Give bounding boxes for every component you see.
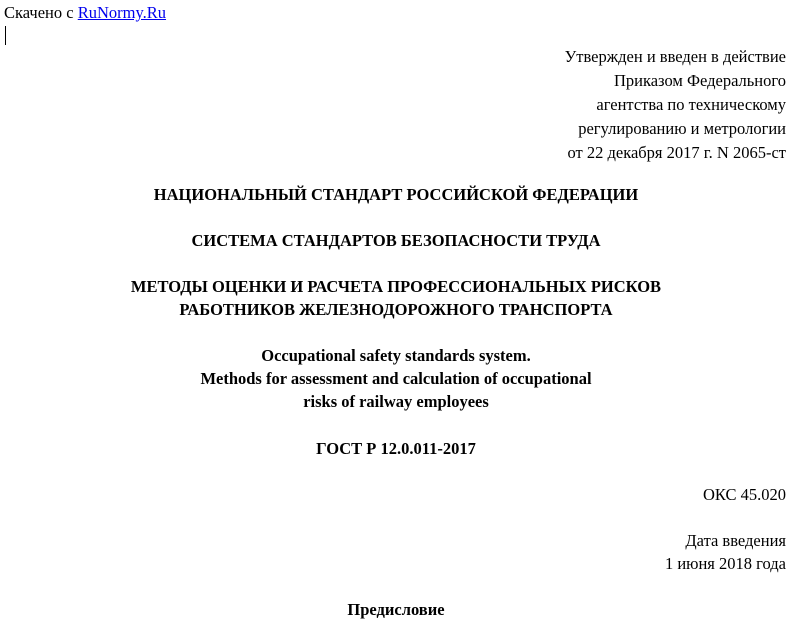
approval-line: Утвержден и введен в действие bbox=[564, 47, 786, 66]
approval-block bbox=[565, 45, 786, 165]
english-title-line: risks of railway employees bbox=[303, 392, 489, 411]
source-line bbox=[4, 1, 166, 24]
methods-title bbox=[0, 275, 792, 321]
source-link[interactable]: RuNormy.Ru bbox=[77, 3, 167, 22]
approval-line: агентства по техническому bbox=[596, 95, 786, 114]
gost-number: ГОСТ Р 12.0.011-2017 bbox=[316, 439, 476, 458]
oks-code: ОКС 45.020 bbox=[702, 485, 786, 504]
methods-title-line: МЕТОДЫ ОЦЕНКИ И РАСЧЕТА ПРОФЕССИОНАЛЬНЫХ РИСКОВ bbox=[130, 277, 662, 296]
english-title-line: Occupational safety standards system. bbox=[261, 346, 531, 365]
standard-title: НАЦИОНАЛЬНЫЙ СТАНДАРТ РОССИЙСКОЙ ФЕДЕРАЦИИ bbox=[153, 185, 639, 204]
system-title: СИСТЕМА СТАНДАРТОВ БЕЗОПАСНОСТИ ТРУДА bbox=[191, 231, 601, 250]
preface-heading: Предисловие bbox=[347, 600, 445, 619]
approval-line: регулированию и метрологии bbox=[578, 119, 786, 138]
approval-line: Приказом Федерального bbox=[613, 71, 786, 90]
intro-date-block bbox=[665, 529, 786, 575]
approval-line: от 22 декабря 2017 г. N 2065-ст bbox=[567, 143, 786, 162]
intro-date-label: Дата введения bbox=[685, 531, 786, 550]
intro-date-value: 1 июня 2018 года bbox=[664, 554, 786, 573]
text-cursor bbox=[5, 26, 6, 45]
english-title bbox=[0, 344, 792, 413]
english-title-line: Methods for assessment and calculation of occupational bbox=[200, 369, 592, 388]
source-prefix: Скачено с bbox=[4, 3, 78, 22]
methods-title-line: РАБОТНИКОВ ЖЕЛЕЗНОДОРОЖНОГО ТРАНСПОРТА bbox=[179, 300, 613, 319]
